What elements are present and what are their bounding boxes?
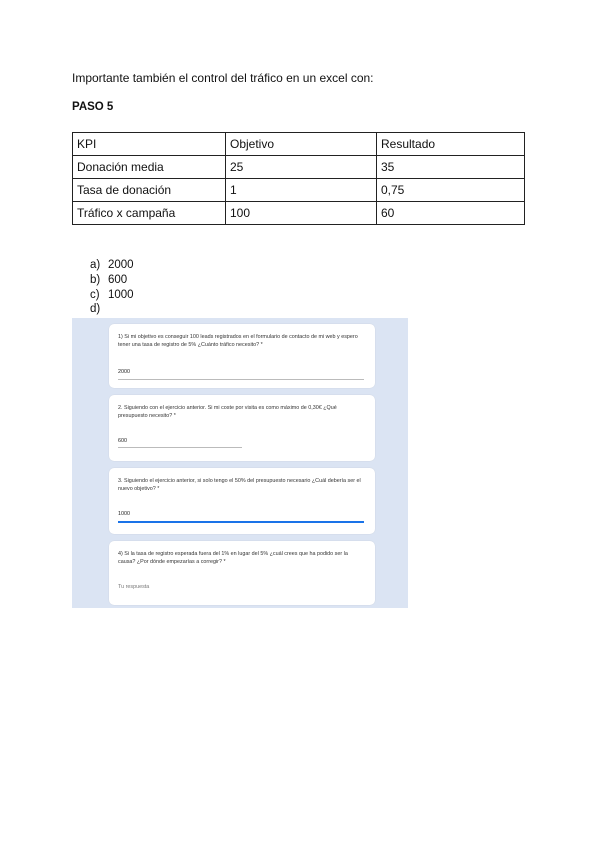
option-text: 1000 xyxy=(108,288,134,301)
question-text: 1) Si mi objetivo es conseguir 100 leads registrados en el formulario de contacto de mi web y espero tener una tasa de registro de 5% ¿Cuánto tráfico necesito? * xyxy=(118,334,358,348)
question-text: 4) Si la tasa de registro esperada fuera del 1% en lugar del 5% ¿cuál crees que ha podido ser la causa? ¿Por dónde empezarías a corregir? * xyxy=(118,551,348,565)
option-marker: a) xyxy=(90,259,101,271)
answer-underline xyxy=(118,379,364,380)
answer-input[interactable]: 2000 xyxy=(118,369,130,375)
header-cell-resultado: Resultado xyxy=(377,133,525,156)
header-cell-objetivo: Objetivo xyxy=(226,133,377,156)
option-text: 600 xyxy=(108,273,128,286)
form-screenshot xyxy=(72,318,408,608)
question-card xyxy=(109,395,375,461)
table-row xyxy=(73,202,525,225)
answer-underline xyxy=(118,447,242,448)
list-item xyxy=(90,288,134,303)
question-card xyxy=(109,468,375,534)
step-heading: PASO 5 xyxy=(72,101,114,113)
answer-options-list xyxy=(90,258,134,317)
table-cell: Donación media xyxy=(73,156,226,179)
question-text: 2. Siguiendo con el ejercicio anterior. Si mi coste por visita es como máximo de 0,30€ ¿Qué presupuesto necesito? * xyxy=(118,405,337,419)
answer-input[interactable]: Tu respuesta xyxy=(118,584,150,590)
list-item xyxy=(90,258,134,273)
table-cell: 25 xyxy=(226,156,377,179)
question-card xyxy=(109,541,375,605)
question-text: 3. Siguiendo el ejercicio anterior, si solo tengo el 50% del presupuesto necesario ¿Cuál debería ser el nuevo objetivo? * xyxy=(118,478,361,492)
option-marker: d) xyxy=(90,303,101,316)
table-cell: 0,75 xyxy=(377,179,525,202)
question-card xyxy=(109,324,375,388)
header-cell-kpi: KPI xyxy=(73,133,226,156)
answer-underline xyxy=(118,521,364,523)
table-cell: 60 xyxy=(377,202,525,225)
table-cell: Tráfico x campaña xyxy=(73,202,226,225)
option-marker: b) xyxy=(90,273,101,286)
option-marker: c) xyxy=(90,288,100,301)
kpi-table xyxy=(72,132,525,225)
list-item xyxy=(90,273,134,288)
option-text: 2000 xyxy=(108,259,134,271)
list-item xyxy=(90,302,134,317)
table-cell: Tasa de donación xyxy=(73,179,226,202)
table-row xyxy=(73,156,525,179)
answer-input[interactable]: 600 xyxy=(118,438,127,444)
table-cell: 100 xyxy=(226,202,377,225)
table-cell: 35 xyxy=(377,156,525,179)
table-cell: 1 xyxy=(226,179,377,202)
table-header-row xyxy=(73,133,525,156)
answer-input[interactable]: 1000 xyxy=(118,511,130,517)
table-row xyxy=(73,179,525,202)
intro-text: Importante también el control del tráfico en un excel con: xyxy=(72,71,374,85)
